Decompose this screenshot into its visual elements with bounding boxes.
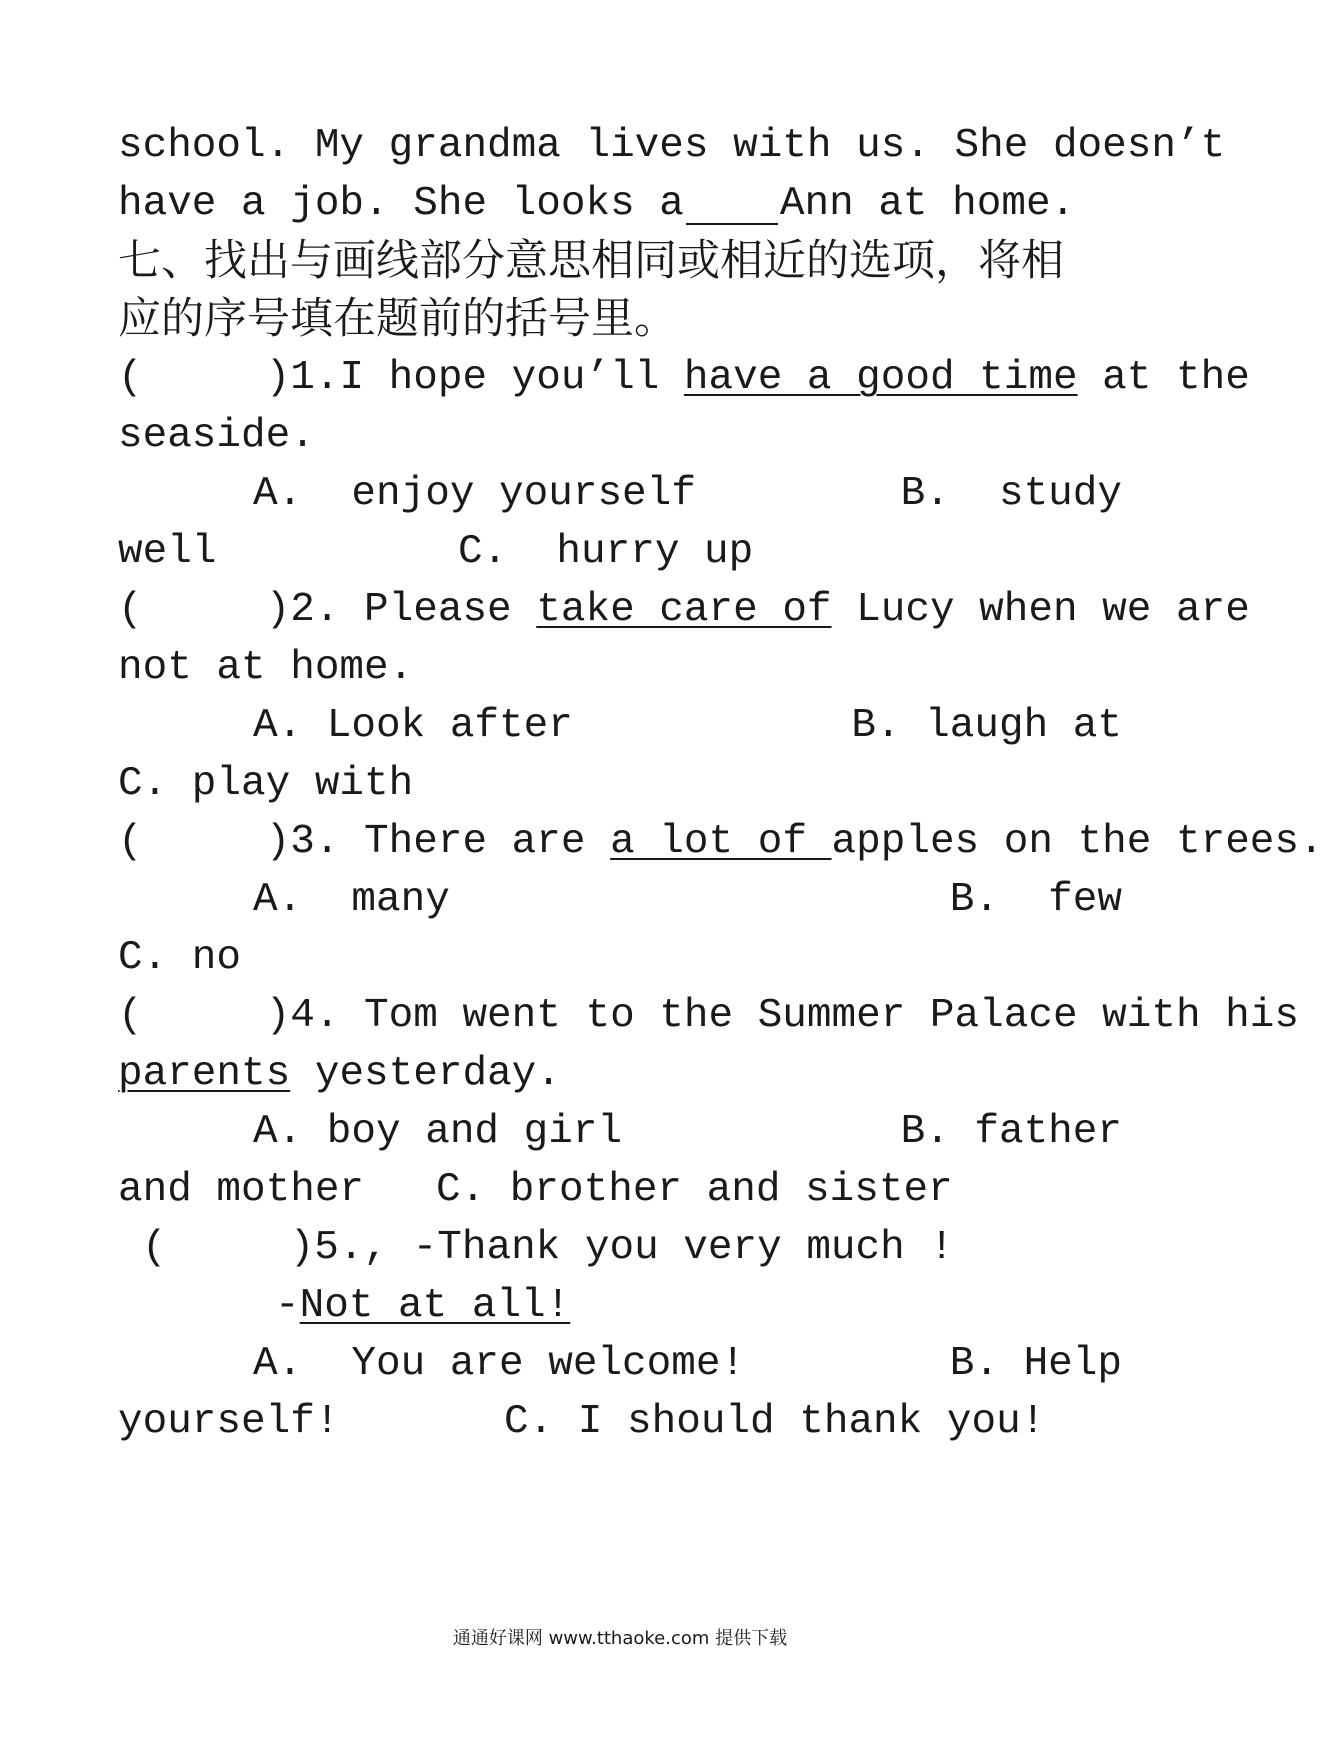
- question-5: [142, 1203, 1122, 1269]
- passage-text: Ann at home.: [779, 181, 1076, 227]
- question-text: at the: [1077, 355, 1250, 401]
- answer-bracket[interactable]: ( )1.: [118, 355, 340, 401]
- option-c: C. hurry up: [458, 529, 754, 575]
- option-c: C. I should thank you!: [504, 1399, 1046, 1445]
- option-b-cont: well: [118, 529, 217, 575]
- question-3-options: [253, 855, 1122, 921]
- question-2-cont: [118, 623, 1122, 689]
- passage-text: have a job. She looks a: [118, 181, 684, 227]
- option-b: B. father: [900, 1109, 1122, 1155]
- section-title-text: 应的序号填在题前的括号里。: [118, 294, 677, 344]
- question-5-options-cont: [118, 1377, 1122, 1443]
- question-text: seaside.: [118, 413, 315, 459]
- question-2-options-cont: [118, 739, 1122, 805]
- section-title-text: 七、找出与画线部分意思相同或相近的选项，将相: [118, 236, 1064, 286]
- question-4-options-cont: [118, 1145, 1122, 1211]
- option-a: A. many: [253, 877, 450, 923]
- question-text: There are: [339, 819, 611, 865]
- question-3-options-cont: [118, 913, 1122, 979]
- option-b: B. study: [900, 471, 1122, 517]
- dash: -: [275, 1283, 300, 1329]
- option-c: C. no: [118, 935, 242, 981]
- question-text: apples on the trees.: [831, 819, 1324, 865]
- option-c: C. brother and sister: [436, 1167, 953, 1213]
- section-title: [118, 217, 1122, 286]
- question-1-options-cont: [118, 507, 1122, 573]
- answer-bracket[interactable]: ( )2.: [118, 587, 340, 633]
- question-text: yesterday.: [290, 1051, 561, 1097]
- page-footer: 通通好课网 www.tthaoke.com 提供下载: [452, 1628, 788, 1649]
- question-text: I hope you’ll: [339, 355, 684, 401]
- option-b: B. few: [949, 877, 1122, 923]
- option-a: A. You are welcome!: [253, 1341, 746, 1387]
- question-text: not at home.: [118, 645, 414, 691]
- underlined-phrase: take care of: [536, 587, 832, 633]
- answer-bracket[interactable]: ( )4.: [118, 993, 340, 1039]
- question-2-options: [253, 681, 1122, 747]
- question-text: -Thank you very much !: [388, 1225, 954, 1271]
- question-4-options: [253, 1087, 1122, 1153]
- question-3: [118, 797, 1324, 865]
- underlined-phrase: Not at all!: [299, 1283, 571, 1329]
- question-text: Tom went to the Summer Palace with his: [339, 993, 1299, 1039]
- question-4: [118, 971, 1299, 1039]
- option-a: A. enjoy yourself: [253, 471, 696, 517]
- option-b: B. laugh at: [851, 703, 1122, 749]
- question-5-reply: [275, 1261, 1122, 1327]
- option-b-cont: yourself!: [118, 1399, 340, 1445]
- option-c: C. play with: [118, 761, 414, 807]
- question-text: Please: [339, 587, 537, 633]
- answer-bracket[interactable]: ( )3.: [118, 819, 340, 865]
- passage-line: [118, 159, 1122, 225]
- question-1-cont: [118, 391, 1122, 457]
- underlined-phrase: a lot of: [610, 819, 832, 865]
- passage-text: school. My grandma lives with us. She doesn’t: [118, 123, 1226, 169]
- underlined-phrase: parents: [118, 1051, 291, 1097]
- option-b-cont: and mother: [118, 1167, 365, 1213]
- underlined-phrase: have a good time: [683, 355, 1078, 401]
- question-5-options: [253, 1319, 1122, 1385]
- option-a: A. Look after: [253, 703, 573, 749]
- question-4-cont: [118, 1029, 1122, 1095]
- option-b: B. Help: [949, 1341, 1122, 1387]
- option-a: A. boy and girl: [253, 1109, 623, 1155]
- question-text: Lucy when we are: [831, 587, 1250, 633]
- question-1-options: [253, 449, 1122, 515]
- answer-bracket[interactable]: ( )5.,: [142, 1225, 389, 1271]
- question-2: [118, 565, 1250, 633]
- section-title: [118, 275, 1122, 344]
- passage-line: [118, 101, 1226, 169]
- question-1: [118, 333, 1250, 401]
